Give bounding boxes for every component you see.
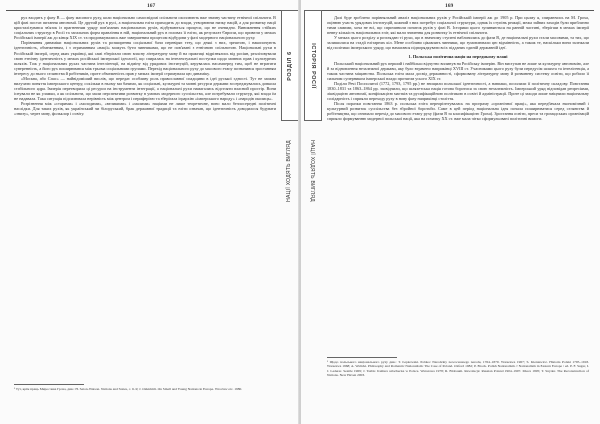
left-page: [0, 0, 299, 424]
left-page-number: 167: [147, 3, 156, 9]
right-side-tab-lower: [304, 121, 320, 221]
right-header-rule: [304, 10, 594, 11]
left-footnote: ¹ Тут, крім праць Мирослава Гроха, див.: H. Seton-Watson. Nations and States, c. 6–9; J. Ozkirimli. On Small and Young Nations in Europe. Wroclaw etc. 1980.: [14, 387, 243, 391]
right-side-tab-text: НАЦІЇ ХОДЯТЬ ВИГЛЯД: [309, 140, 315, 202]
right-body-text: [327, 15, 589, 122]
right-footnote-rule: [327, 357, 397, 358]
left-side-tab-lower: [281, 121, 297, 221]
left-running-head: РОЗДІЛ 6: [287, 50, 293, 81]
right-page-number: 169: [445, 3, 454, 9]
left-footnotes: [14, 387, 276, 391]
left-side-tab-text: НАЦІЇ ХОДЯТЬ ВИГЛЯД: [286, 140, 292, 202]
left-side-tab: [281, 10, 299, 121]
right-running-head: ІСТОРІЯ РОСІЇ: [310, 42, 316, 89]
left-body-text: [14, 15, 276, 117]
left-footnote-rule: [14, 384, 84, 385]
left-header-rule: [6, 10, 296, 11]
right-page: [301, 0, 600, 424]
right-footnotes: [327, 360, 589, 377]
right-side-tab: [304, 10, 322, 121]
right-footnote: ¹ Щодо польського національного руху див.: T. Łepkowski. Polska: Narodziny nowoczesnego narodu, 1764–1870. Warszawa 1967; S. Kieniewicz. Historia Polski 1795–1918. Warszawa 1968; A. Walicki. Philosophy and Romantic Nationalism: The Case of Poland. Oxford 1982; P. Brock. Polish Nationalism // Nationalism in Eastern Europe / ed. P. F. Sugar, I. J. Lederer. Seattle 1969; J. Tazbir. Kultura szlachecka w Polsce. Warszawa 1978; R. Blobaum. Rewolucja: Russian Poland 1904–1907. Ithaca 1995; T. Snyder. The Reconstruction of Nations. New Haven 2003.: [327, 360, 589, 378]
left-paragraph: рух входить у фазу В — фазу масового руху, коли національно самосвідомі спільноти охоплюють вже значну частину етнічної спільноти. В цій фазі постає питання автономії. Це другий рух в русі, а національна еліта приходить до влади, утворюючи низку націй, а для розвитку нації кристалізувався зв'язок із прагненням уряду пов'язаних національних рухів, відбуваються процеси, що не очевидно. Виникнення стійких соціальних структур в Росії та загальних форм правління в ній, національний рух в головах її еліти, як результат Європи, що привели у межах Російської імперії аж до кінця ХІХ ст. та продовжувались вже завершеним процесом відбудови у фазі модерного національного руху.: [14, 15, 276, 41]
right-section-paragraph: Поділи Речі Посполитої (1772, 1793, 1795 рр.) не знищили польської ідентичності, а навпаки, посилили її політичну складову. Повстання 1830–1831 та 1863–1864 рр. засвідчили, що шляхетська нація готова боротися за свою незалежність. Імперський уряд відповідав репресіями, ліквідацією автономії, конфіскацією маєтків та русифікаційною політикою в освіті й адміністрації. Проте ці заходи лише зміцнили національну солідарність і сприяли переходу руху в нову фазу наприкінці століття.: [327, 80, 589, 102]
right-section-paragraph: Після поразки повстання 1863 р. польська еліта переорієнтувалась на програму «органічної праці», яка передбачала економічний і культурний розвиток суспільства без збройної боротьби. Саме в цей період національна ідея почала поширюватися серед селянства й робітництва, що означало перехід до масового етапу руху (фази В за класифікацією Гроха). Зростання освіти, преси та громадських організацій сприяло формуванню модерної польської нації, яка на початку XX ст. вже мала чітко сформульовані політичні вимоги.: [327, 101, 589, 122]
right-intro-paragraph: Далі буде зроблено порівняльний аналіз національних рухів у Російській імперії аж до 1905 р. При цьому я, спираючись на М. Гроха, оцінюю участь урядових інституцій, кожний з них потребує соціальної структури, однак їх ступінь реакції, межа зайвих заходів були приблизно тими самими, хоча не всі, що спричинили початок рухів у фазі В. Історики цього зупиняються на ранній частині, зберігши в межах імперії певну кількість національних еліт, які мали значення для розвитку їх етнічної спільноти.: [327, 15, 589, 36]
right-section-paragraph: Польський національний рух перший і найбільш відчутно вплинув на Російську імперію. Він виступав не лише за культурну автономію, але й за відновлення незалежної держави, яку було втрачено наприкінці XVIII ст. Учасниками цього руху були передусім шляхта та інтелігенція, а також частина міщанства. Польська еліта мала досвід державності, сформовану літературну мову й розвинену систему освіти, що робило її сильним суперником імперської влади протягом усього XIX ст.: [327, 60, 589, 81]
left-paragraph: Розрізнення між «старими» і «молодими», «великими» і «малими» націями не лише теоретичне, воно мало безпосередні політичні наслідки. Для таких рухів, як український чи білоруський, брак державної традиції та еліти означав, що ідентичність доводилося будувати «знизу», через мову, фольклор і освіту.: [14, 101, 276, 117]
right-intro-paragraph: У межах цього розділу я розглядаю ті рухи, що в значному ступені наблизились до фази В, де національні рухи стали масовими, та тих, що залишилися на стадії елітарних кіл. Мене особливо цікавлять чинники, що зумовлювали цю відмінність, а також те, наскільки вони залежали від політики імперського уряду, що намагався підпорядкувати всіх підданих єдиній державній ідеї.: [327, 35, 589, 51]
section-title: 1. Польська політична нація на передньому плані: [408, 53, 508, 59]
left-paragraph: Порівняння динаміки національних рухів та розширення соціальної бази перевіряє тезу, що деякі з них, зрештою, і накопичують ідентичність, обмеженням, і з отриманням «нації» можуть бути чинниками, що не пов'язані з етнічною спільнотою. Національні рухи в Російській імперії, серед яких українці, які самі зберігали свою власну літературну мову й на практиці відрізнялись від росіян, реалізовували свою етнічну ідентичність у межах російської імперської ідеології, що спиралась на інтелектуальні поступки щодо мовних прав і культурних шляхів. Тож у національних рухах частина інтелігенції, на відміну від урядових інституцій, керувалась насамперед тим, щоб не втратити суверенність, а його рух поширювався між трьома соціальними групами. Перехід національного руху до масового етапу позначився зростанням інтересу до нього селянства й робітників, проте обмеженість прав у межах імперії стримувала цю динаміку.: [14, 40, 276, 76]
left-paragraph: «Москва, або Спас» — найвідоміший вислів, що передає особливу роль православної спадщини в ідеї руської єдності. Тут не можна вилучати поняття імперського центру, оскільки в ньому ми бачимо, як соціальні, культурні та мовні ресурси держави зосереджувались довкола стабільного ядра. Імперія перетворила ці ресурси на інструменти інтеграції, а національні рухи намагались відстояти власний простір. Вони існували не як уламки, а як спільноти, що мали перспективи розвитку в умовах модерного суспільства, але потребували структур, які влада їм не надавала. Така ситуація підсилювала нерівність між центром і периферією та зберігала ієрархію «імперського народу» і «народів околиць».: [14, 75, 276, 102]
